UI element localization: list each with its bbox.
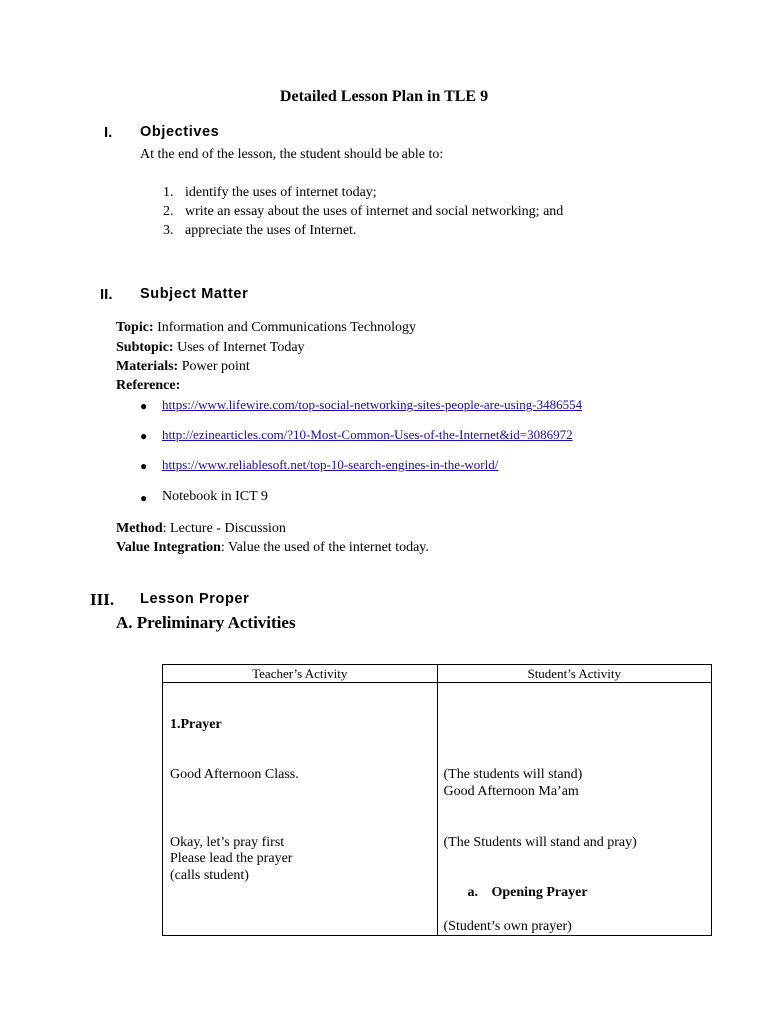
- materials-label: Materials:: [116, 359, 179, 374]
- section-number-objectives: I.: [104, 124, 113, 141]
- value-integration-label: Value Integration: [116, 540, 221, 555]
- preliminary-activities-heading: A. Preliminary Activities: [116, 613, 296, 632]
- subtopic-line: [116, 340, 305, 356]
- value-integration-value: : Value the used of the internet today.: [220, 540, 429, 555]
- student-stand-pray: (The Students will stand and pray): [443, 835, 637, 850]
- activity-table: [162, 664, 712, 936]
- table-header-row: [163, 665, 712, 683]
- reference-notebook: Notebook in ICT 9: [162, 489, 268, 504]
- section-number-lesson-proper: III.: [90, 590, 115, 609]
- objective-number: 3.: [163, 223, 174, 238]
- bullet-icon: ●: [140, 429, 148, 443]
- reference-link-lifewire[interactable]: https://www.lifewire.com/top-social-networking-sites-people-are-using-3486554: [162, 397, 583, 412]
- student-greeting: Good Afternoon Ma’am: [443, 784, 579, 799]
- student-stand: (The students will stand): [443, 767, 583, 782]
- teacher-pray-line: (calls student): [170, 868, 249, 883]
- student-activity-header: Student’s Activity: [437, 665, 712, 683]
- section-heading-lesson-proper: Lesson Proper: [140, 591, 250, 607]
- method-value: : Lecture - Discussion: [162, 521, 286, 536]
- topic-value: Information and Communications Technology: [157, 320, 416, 335]
- teacher-activity-cell: [163, 683, 438, 936]
- method-line: [116, 521, 286, 537]
- objective-number: 2.: [163, 204, 174, 219]
- subtopic-label: Subtopic:: [116, 340, 174, 355]
- student-activity-cell: [437, 683, 712, 936]
- opening-prayer-number: a.: [467, 885, 478, 900]
- objectives-intro: At the end of the lesson, the student should be able to:: [140, 147, 444, 162]
- teacher-activity-header: Teacher’s Activity: [163, 665, 438, 683]
- value-integration-line: [116, 540, 429, 556]
- topic-label: Topic:: [116, 320, 154, 335]
- objective-item: write an essay about the uses of internet and social networking; and: [185, 204, 564, 219]
- document-title: Detailed Lesson Plan in TLE 9: [279, 88, 489, 105]
- subtopic-value: Uses of Internet Today: [177, 340, 305, 355]
- opening-prayer-label: Opening Prayer: [491, 885, 588, 900]
- bullet-icon: ●: [140, 399, 148, 413]
- method-label: Method: [116, 521, 163, 536]
- reference-label: Reference:: [116, 378, 181, 393]
- student-own-prayer: (Student’s own prayer): [443, 919, 572, 934]
- materials-value: Power point: [181, 359, 250, 374]
- materials-line: [116, 359, 250, 375]
- teacher-pray-line: Please lead the prayer: [170, 851, 293, 866]
- objective-item: appreciate the uses of Internet.: [185, 223, 357, 238]
- bullet-icon: ●: [140, 459, 148, 473]
- reference-link-reliablesoft[interactable]: https://www.reliablesoft.net/top-10-search-engines-in-the-world/: [162, 457, 499, 472]
- topic-line: [116, 320, 416, 336]
- section-number-subject-matter: II.: [100, 286, 113, 303]
- teacher-pray-line: Okay, let’s pray first: [170, 835, 285, 850]
- reference-link-ezinearticles[interactable]: http://ezinearticles.com/?10-Most-Common-Uses-of-the-Internet&id=3086972: [162, 427, 573, 442]
- teacher-greeting: Good Afternoon Class.: [170, 767, 299, 782]
- objective-item: identify the uses of internet today;: [185, 185, 377, 200]
- objective-number: 1.: [163, 185, 174, 200]
- prayer-heading: 1.Prayer: [170, 717, 222, 732]
- section-heading-subject-matter: Subject Matter: [140, 286, 249, 302]
- bullet-icon: ●: [140, 491, 148, 505]
- section-heading-objectives: Objectives: [140, 124, 220, 140]
- table-row: [163, 683, 712, 936]
